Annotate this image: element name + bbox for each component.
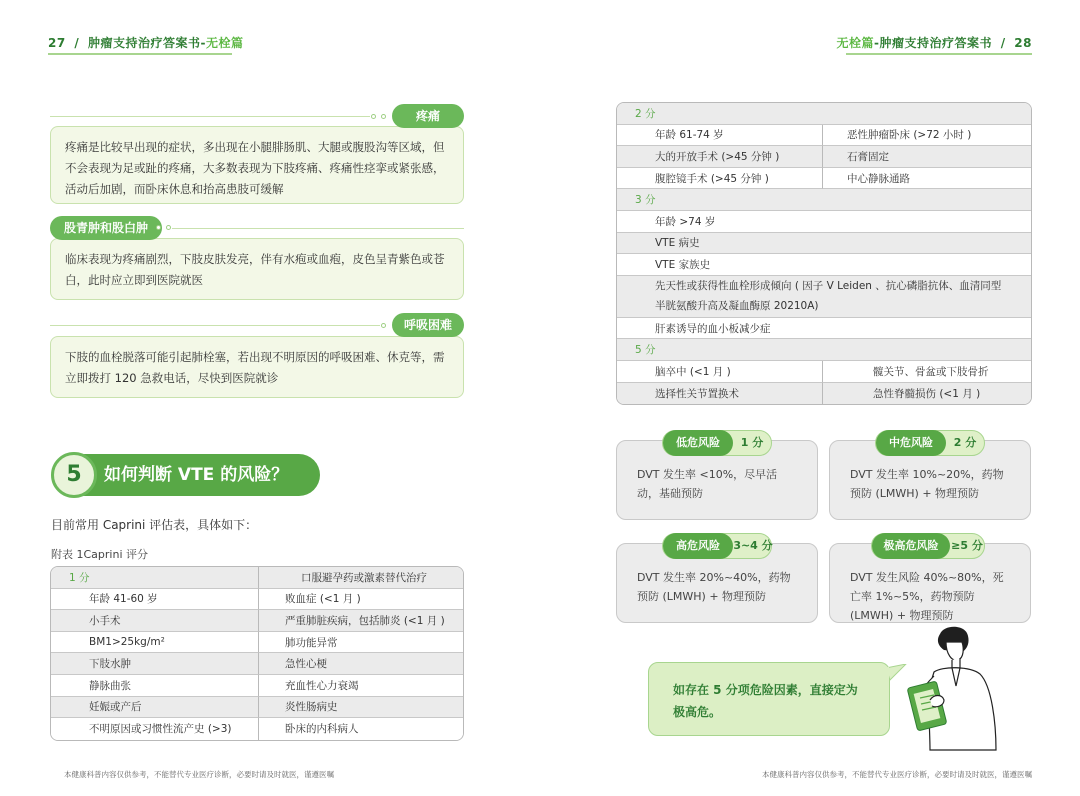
table-row [51,653,463,675]
right-header-title: -肿瘤支持治疗答案书 [874,36,993,50]
symptom-tag-phlegmasia: 股青肿和股白肿 [50,216,162,240]
table-row [617,168,1031,190]
symptom-tag-pain: 疼痛 [392,104,464,128]
table-row [617,318,1031,340]
table-row [617,189,1031,211]
table-row [617,276,1031,318]
connector-line [172,228,464,229]
left-page-number: 27 [48,36,66,50]
risk-score: 2 分 [953,436,977,449]
section-intro: 目前常用 Caprini 评估表，具体如下： [51,518,258,532]
table-cell: VTE 家族史 [617,254,1031,276]
connector-dot [371,114,376,119]
table-cell: 小手术 [51,610,259,632]
right-header-accent: 无栓篇 [836,36,875,50]
connector-dot [166,225,171,230]
risk-label: 低危风险 [663,430,733,456]
table-cell: BM1>25kg/m² [51,632,259,654]
table-row [51,718,463,740]
risk-pill-medium [875,430,985,456]
table-cell: 静脉曲张 [51,675,259,697]
table-row [617,233,1031,255]
table-cell: 中心静脉通路 [823,168,1031,190]
table-row [617,211,1031,233]
risk-card-text: DVT 发生率 20%~40%，药物预防 (LMWH) + 物理预防 [637,571,791,603]
symptom-box-pain [50,126,464,204]
table-row [51,610,463,632]
connector-dot [381,323,386,328]
table-cell: 急性心梗 [259,653,463,675]
table-cell: 年龄 41-60 岁 [51,589,259,611]
right-footer-disclaimer: 本健康科普内容仅供参考，不能替代专业医疗诊断，必要时请及时就医，谨遵医嘱 [762,770,1032,779]
group-header: 2 分 [617,103,1031,125]
table-row [51,589,463,611]
symptom-text: 疼痛是比较早出现的症状，多出现在小腿腓肠肌、大腿或腹股沟等区域，但不会表现为足或趾的疼痛，大多数表现为下肢疼痛、疼痛性痉挛或紧张感，活动后加剧，而卧床休息和抬高患肢可缓解 [65,140,445,196]
table-cell: 髋关节、骨盆或下肢骨折 [823,361,1031,383]
note-text: 如存在 5 分项危险因素，直接定为极高危。 [673,683,858,719]
right-page-number: 28 [1014,36,1032,50]
caprini-table-2-5pt [616,102,1032,405]
group-header: 1 分 [51,567,259,589]
symptom-box-phlegmasia [50,238,464,300]
table-cell: 肺功能异常 [259,632,463,654]
table-cell: 下肢水肿 [51,653,259,675]
table-cell: 腹腔镜手术 (>45 分钟 ) [617,168,823,190]
risk-card-text: DVT 发生率 <10%，尽早活动，基础预防 [637,468,778,500]
table-cell: 严重肺脏疾病，包括肺炎 (<1 月 ) [259,610,463,632]
connector-dot [156,225,161,230]
table-row [617,361,1031,383]
risk-pill-high [662,533,772,559]
table-cell: 不明原因或习惯性流产史 (>3) [51,718,259,740]
table-cell: 大的开放手术 (>45 分钟 ) [617,146,823,168]
note-bubble [648,662,890,736]
table-row [617,103,1031,125]
table-cell: 炎性肠病史 [259,697,463,719]
table-cell: 恶性肿瘤卧床 (>72 小时 ) [823,125,1031,147]
table-row [51,632,463,654]
risk-score: 3~4 分 [733,539,773,552]
risk-label: 中危风险 [876,430,946,456]
table-cell: 卧床的内科病人 [259,718,463,740]
left-footer-disclaimer: 本健康科普内容仅供参考，不能替代专业医疗诊断，必要时请及时就医，谨遵医嘱 [64,770,334,779]
group-header: 5 分 [617,339,1031,361]
left-page-header [48,34,243,51]
connector-line [50,116,370,117]
table-cell: 口服避孕药或激素替代治疗 [259,567,463,589]
risk-score: 1 分 [740,436,764,449]
left-header-title: 肿瘤支持治疗答案书- [87,36,206,50]
header-separator: / [1000,36,1006,50]
table-cell: 先天性或获得性血栓形成倾向 ( 因子 V Leiden 、抗心磷脂抗体、血清同型半胱氨酸升高及凝血酶原 20210A) [617,276,1031,318]
table-cell: VTE 病史 [617,233,1031,255]
table-row [617,339,1031,361]
table-cell: 肝素诱导的血小板减少症 [617,318,1031,340]
risk-pill-low [662,430,772,456]
table-row [617,125,1031,147]
connector-dot [381,114,386,119]
table-cell: 脑卒中 (<1 月 ) [617,361,823,383]
right-header-rule [846,53,1032,55]
table-cell: 充血性心力衰竭 [259,675,463,697]
risk-card-text: DVT 发生风险 40%~80%，死亡率 1%~5%，药物预防 (LMWH) + 物理预防 [850,571,1004,622]
left-header-rule [48,53,232,55]
symptom-text: 临床表现为疼痛剧烈，下肢皮肤发亮，伴有水疱或血疱，皮色呈青紫色或苍白，此时应立即到医院就医 [65,252,445,287]
header-separator: / [74,36,80,50]
table-row [51,567,463,589]
table-row [51,675,463,697]
connector-line [50,325,380,326]
table-row [617,383,1031,405]
symptom-box-dyspnea [50,336,464,398]
table-cell: 选择性关节置换术 [617,383,823,405]
table-cell: 急性脊髓损伤 (<1 月 ) [823,383,1031,405]
table-cell: 妊娠或产后 [51,697,259,719]
table-row [617,254,1031,276]
group-header: 3 分 [617,189,1031,211]
caprini-table-1pt [50,566,464,741]
table-cell: 年龄 >74 岁 [617,211,1031,233]
risk-label: 高危风险 [663,533,733,559]
table-row [617,146,1031,168]
risk-card-text: DVT 发生率 10%~20%，药物预防 (LMWH) + 物理预防 [850,468,1004,500]
risk-score: ≥5 分 [951,539,983,552]
table-cell: 年龄 61-74 岁 [617,125,823,147]
section-title: 如何判断 VTE 的风险？ [72,454,320,496]
table-caption: 附表 1Caprini 评分 [51,548,149,561]
table-row [51,697,463,719]
section-number: 5 [51,452,97,498]
table-cell: 败血症 (<1 月 ) [259,589,463,611]
left-header-accent: 无栓篇 [205,36,244,50]
risk-pill-very-high [871,533,985,559]
risk-label: 极高危风险 [872,533,950,559]
symptom-tag-dyspnea: 呼吸困难 [392,313,464,337]
symptom-text: 下肢的血栓脱落可能引起肺栓塞，若出现不明原因的呼吸困难、休克等，需立即拨打 120 急救电话，尽快到医院就诊 [65,350,445,385]
table-cell: 石膏固定 [823,146,1031,168]
right-page-header [837,34,1032,51]
doctor-illustration [900,624,1010,754]
